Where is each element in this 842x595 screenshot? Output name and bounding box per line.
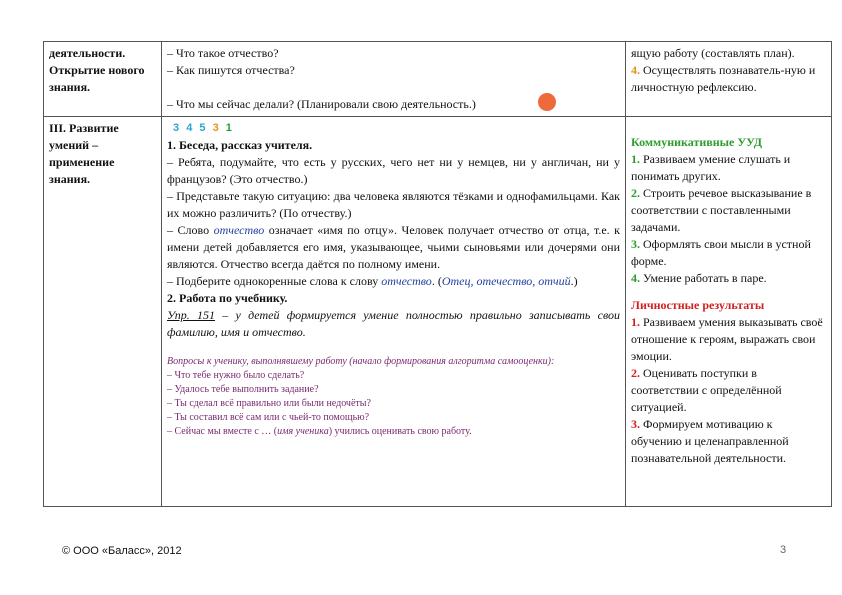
question-line: – Как пишутся отчества? bbox=[167, 63, 295, 77]
stage-title: III. Развитие умений – применение знания. bbox=[49, 121, 119, 186]
self-assessment-questions bbox=[167, 355, 620, 439]
text: .) bbox=[570, 274, 578, 288]
paragraph: – Представьте такую ситуацию: два человека являются тёзками и однофамильцами. Как их можно различить? (По отчеству.) bbox=[167, 189, 620, 220]
highlight-word: Отец, отечество, отчий bbox=[441, 274, 571, 288]
table-row bbox=[44, 42, 832, 117]
item-number: 4. bbox=[631, 63, 640, 77]
stage-title: деятельности. Открытие нового знания. bbox=[49, 46, 145, 94]
lesson-table bbox=[43, 41, 832, 507]
item-number: 3. bbox=[631, 237, 640, 251]
text: . ( bbox=[431, 274, 442, 288]
uud-item bbox=[631, 236, 826, 270]
section-heading: 1. Беседа, рассказ учителя. bbox=[167, 138, 313, 152]
question-item: – Ты составил всё сам или с чьей-то помощью? bbox=[167, 412, 370, 423]
item-text: Умение работать в паре. bbox=[643, 271, 767, 285]
questions-intro: Вопросы к ученику, выполнявшему работу (начало формирования алгоритма самооценки): bbox=[167, 356, 555, 367]
question-item: – Что тебе нужно было сделать? bbox=[167, 370, 305, 381]
uud-item bbox=[631, 314, 826, 365]
question-item: – Ты сделал всё правильно или были недочёты? bbox=[167, 398, 371, 409]
uud-heading: Личностные результаты bbox=[631, 298, 765, 312]
uud-item bbox=[631, 62, 826, 96]
highlight-word: отчество bbox=[213, 223, 265, 237]
uud-cell bbox=[626, 117, 832, 507]
text: ) учились оценивать свою работу. bbox=[328, 426, 472, 437]
content-cell bbox=[162, 117, 626, 507]
item-text: Оценивать поступки в соответствии с определённой ситуацией. bbox=[631, 366, 782, 414]
task-number: 5 bbox=[199, 122, 208, 134]
text: – Сейчас мы вместе с … ( bbox=[167, 426, 278, 437]
stage-cell bbox=[44, 117, 162, 507]
uud-item bbox=[631, 416, 826, 467]
item-number: 1. bbox=[631, 315, 640, 329]
page-number: 3 bbox=[780, 544, 787, 556]
footer-copyright: © ООО «Баласс», 2012 bbox=[62, 545, 182, 557]
uud-line: ящую работу (составлять план). bbox=[631, 46, 795, 60]
section-heading: 2. Работа по учебнику. bbox=[167, 291, 288, 305]
question-item: – Удалось тебе выполнить задание? bbox=[167, 384, 319, 395]
item-number: 1. bbox=[631, 152, 640, 166]
exercise-text: – у детей формируется умение полностью правильно записывать свои фамилию, имя и отчество. bbox=[167, 308, 620, 339]
item-text: Развиваем умение слушать и понимать других. bbox=[631, 152, 791, 183]
item-number: 4. bbox=[631, 271, 640, 285]
text: – Слово bbox=[167, 223, 214, 237]
content-cell bbox=[162, 42, 626, 117]
item-number: 2. bbox=[631, 186, 640, 200]
item-text: Осуществлять познаватель-ную и личностную рефлексию. bbox=[631, 63, 816, 94]
item-number: 2. bbox=[631, 366, 640, 380]
exercise-line bbox=[167, 307, 620, 341]
paragraph: – Ребята, подумайте, что есть у русских, чего нет ни у немцев, ни у англичан, ни у французов? (Это отчество.) bbox=[167, 155, 620, 186]
item-number: 3. bbox=[631, 417, 640, 431]
highlight-word: отчество bbox=[381, 274, 432, 288]
uud-heading: Коммуникативные УУД bbox=[631, 135, 763, 149]
task-number: 3 bbox=[173, 122, 182, 134]
task-number: 4 bbox=[186, 122, 195, 134]
text: означает «имя по отцу». Человек получает отчество от отца, т.е. к имени детей добавляется его имя, указывающее, чьими сыновьями или дочерями они являются. Отчество всегда даётся по полному имени. bbox=[167, 223, 621, 271]
task-number: 1 bbox=[225, 122, 234, 134]
exercise-label: Упр. 151 bbox=[167, 308, 215, 322]
task-number: 3 bbox=[212, 122, 221, 134]
stage-cell bbox=[44, 42, 162, 117]
item-text: Формируем мотивацию к обучению и целенаправленной познавательной деятельности. bbox=[631, 417, 789, 465]
text: – Подберите однокоренные слова к слову bbox=[167, 274, 382, 288]
item-text: Строить речевое высказывание в соответствии с поставленными задачами. bbox=[631, 186, 812, 234]
paragraph bbox=[167, 222, 620, 273]
question-line: – Что мы сейчас делали? (Планировали свою деятельность.) bbox=[167, 97, 476, 111]
uud-cell bbox=[626, 42, 832, 117]
paragraph bbox=[167, 273, 620, 290]
question-line: – Что такое отчество? bbox=[167, 46, 279, 60]
orange-dot-marker bbox=[538, 93, 556, 111]
item-text: Развиваем умения выказывать своё отношение к героям, выражать свои эмоции. bbox=[631, 315, 823, 363]
uud-item bbox=[631, 270, 826, 287]
uud-item bbox=[631, 151, 826, 185]
text: имя ученика bbox=[277, 426, 329, 437]
uud-item bbox=[631, 185, 826, 236]
uud-item bbox=[631, 365, 826, 416]
task-numbers bbox=[173, 120, 620, 137]
question-item bbox=[167, 425, 620, 439]
item-text: Оформлять свои мысли в устной форме. bbox=[631, 237, 811, 268]
table-row bbox=[44, 117, 832, 507]
